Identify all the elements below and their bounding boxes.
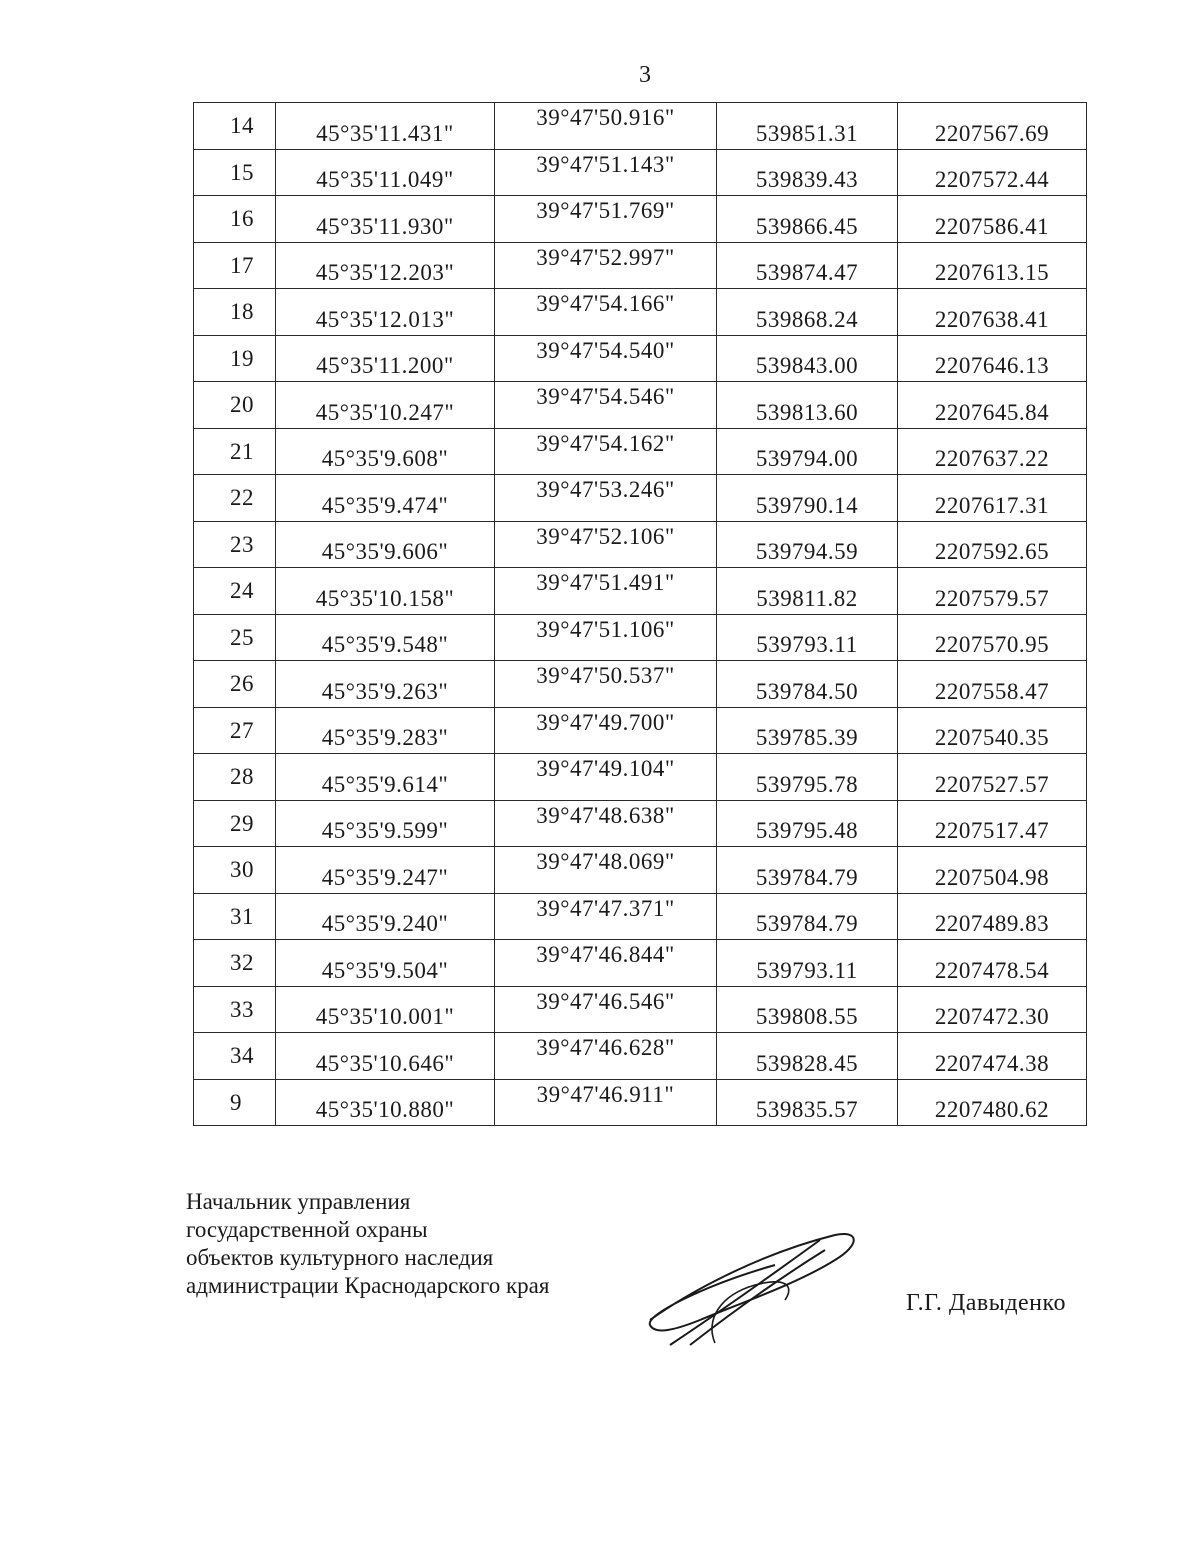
- y-coordinate-cell: 2207617.31: [898, 475, 1087, 522]
- latitude-cell: 45°35'11.930": [276, 196, 495, 243]
- point-number-cell: 14: [194, 103, 276, 150]
- table-row: [194, 289, 1087, 336]
- latitude-cell: 45°35'10.001": [276, 986, 495, 1033]
- y-coordinate-cell: 2207646.13: [898, 335, 1087, 382]
- x-coordinate-cell: 539794.00: [717, 428, 898, 475]
- y-coordinate-cell: 2207504.98: [898, 847, 1087, 894]
- point-number-cell: 19: [194, 335, 276, 382]
- x-coordinate-cell: 539874.47: [717, 242, 898, 289]
- y-coordinate-cell: 2207570.95: [898, 614, 1087, 661]
- latitude-cell: 45°35'11.431": [276, 103, 495, 150]
- y-coordinate-cell: 2207558.47: [898, 661, 1087, 708]
- table-row: [194, 382, 1087, 429]
- table-row: [194, 1033, 1087, 1080]
- x-coordinate-cell: 539790.14: [717, 475, 898, 522]
- point-number-cell: 9: [194, 1079, 276, 1126]
- y-coordinate-cell: 2207586.41: [898, 196, 1087, 243]
- longitude-cell: 39°47'50.916": [495, 103, 717, 150]
- position-line: администрации Краснодарского края: [186, 1273, 550, 1298]
- latitude-cell: 45°35'11.049": [276, 149, 495, 196]
- x-coordinate-cell: 539794.59: [717, 521, 898, 568]
- y-coordinate-cell: 2207637.22: [898, 428, 1087, 475]
- point-number-cell: 28: [194, 754, 276, 801]
- table-row: [194, 707, 1087, 754]
- longitude-cell: 39°47'46.546": [495, 986, 717, 1033]
- signer-name: Г.Г. Давыденко: [906, 1290, 1066, 1316]
- longitude-cell: 39°47'53.246": [495, 475, 717, 522]
- latitude-cell: 45°35'10.158": [276, 568, 495, 615]
- longitude-cell: 39°47'52.106": [495, 521, 717, 568]
- longitude-cell: 39°47'49.700": [495, 707, 717, 754]
- latitude-cell: 45°35'12.013": [276, 289, 495, 336]
- latitude-cell: 45°35'9.283": [276, 707, 495, 754]
- table-row: [194, 335, 1087, 382]
- y-coordinate-cell: 2207645.84: [898, 382, 1087, 429]
- y-coordinate-cell: 2207592.65: [898, 521, 1087, 568]
- table-row: [194, 1079, 1087, 1126]
- longitude-cell: 39°47'51.491": [495, 568, 717, 615]
- latitude-cell: 45°35'9.608": [276, 428, 495, 475]
- table-row: [194, 196, 1087, 243]
- latitude-cell: 45°35'9.606": [276, 521, 495, 568]
- latitude-cell: 45°35'9.263": [276, 661, 495, 708]
- y-coordinate-cell: 2207480.62: [898, 1079, 1087, 1126]
- latitude-cell: 45°35'10.247": [276, 382, 495, 429]
- longitude-cell: 39°47'54.162": [495, 428, 717, 475]
- signatory-position: [186, 1188, 549, 1300]
- point-number-cell: 30: [194, 847, 276, 894]
- point-number-cell: 25: [194, 614, 276, 661]
- coordinates-table-body: [194, 103, 1087, 1126]
- latitude-cell: 45°35'11.200": [276, 335, 495, 382]
- y-coordinate-cell: 2207478.54: [898, 940, 1087, 987]
- x-coordinate-cell: 539813.60: [717, 382, 898, 429]
- x-coordinate-cell: 539784.79: [717, 893, 898, 940]
- latitude-cell: 45°35'9.548": [276, 614, 495, 661]
- table-row: [194, 661, 1087, 708]
- x-coordinate-cell: 539793.11: [717, 614, 898, 661]
- x-coordinate-cell: 539793.11: [717, 940, 898, 987]
- y-coordinate-cell: 2207540.35: [898, 707, 1087, 754]
- x-coordinate-cell: 539795.78: [717, 754, 898, 801]
- point-number-cell: 22: [194, 475, 276, 522]
- table-row: [194, 242, 1087, 289]
- y-coordinate-cell: 2207474.38: [898, 1033, 1087, 1080]
- point-number-cell: 31: [194, 893, 276, 940]
- longitude-cell: 39°47'52.997": [495, 242, 717, 289]
- table-row: [194, 800, 1087, 847]
- x-coordinate-cell: 539828.45: [717, 1033, 898, 1080]
- x-coordinate-cell: 539784.79: [717, 847, 898, 894]
- latitude-cell: 45°35'9.599": [276, 800, 495, 847]
- table-row: [194, 103, 1087, 150]
- longitude-cell: 39°47'46.844": [495, 940, 717, 987]
- page-number: 3: [639, 62, 651, 88]
- point-number-cell: 33: [194, 986, 276, 1033]
- table-row: [194, 149, 1087, 196]
- y-coordinate-cell: 2207472.30: [898, 986, 1087, 1033]
- longitude-cell: 39°47'48.638": [495, 800, 717, 847]
- x-coordinate-cell: 539866.45: [717, 196, 898, 243]
- y-coordinate-cell: 2207489.83: [898, 893, 1087, 940]
- longitude-cell: 39°47'50.537": [495, 661, 717, 708]
- y-coordinate-cell: 2207527.57: [898, 754, 1087, 801]
- handwritten-signature: [645, 1225, 865, 1350]
- x-coordinate-cell: 539843.00: [717, 335, 898, 382]
- longitude-cell: 39°47'47.371": [495, 893, 717, 940]
- x-coordinate-cell: 539795.48: [717, 800, 898, 847]
- x-coordinate-cell: 539808.55: [717, 986, 898, 1033]
- latitude-cell: 45°35'12.203": [276, 242, 495, 289]
- point-number-cell: 16: [194, 196, 276, 243]
- x-coordinate-cell: 539835.57: [717, 1079, 898, 1126]
- point-number-cell: 32: [194, 940, 276, 987]
- x-coordinate-cell: 539811.82: [717, 568, 898, 615]
- longitude-cell: 39°47'48.069": [495, 847, 717, 894]
- latitude-cell: 45°35'9.614": [276, 754, 495, 801]
- table-row: [194, 614, 1087, 661]
- longitude-cell: 39°47'54.546": [495, 382, 717, 429]
- point-number-cell: 20: [194, 382, 276, 429]
- x-coordinate-cell: 539839.43: [717, 149, 898, 196]
- position-line: Начальник управления: [186, 1189, 411, 1214]
- y-coordinate-cell: 2207579.57: [898, 568, 1087, 615]
- coordinates-table: [193, 102, 1087, 1126]
- longitude-cell: 39°47'54.166": [495, 289, 717, 336]
- position-line: объектов культурного наследия: [186, 1245, 494, 1270]
- latitude-cell: 45°35'9.240": [276, 893, 495, 940]
- y-coordinate-cell: 2207567.69: [898, 103, 1087, 150]
- latitude-cell: 45°35'9.247": [276, 847, 495, 894]
- y-coordinate-cell: 2207572.44: [898, 149, 1087, 196]
- x-coordinate-cell: 539868.24: [717, 289, 898, 336]
- table-row: [194, 521, 1087, 568]
- point-number-cell: 24: [194, 568, 276, 615]
- table-row: [194, 940, 1087, 987]
- x-coordinate-cell: 539784.50: [717, 661, 898, 708]
- table-row: [194, 847, 1087, 894]
- point-number-cell: 34: [194, 1033, 276, 1080]
- latitude-cell: 45°35'9.504": [276, 940, 495, 987]
- x-coordinate-cell: 539851.31: [717, 103, 898, 150]
- longitude-cell: 39°47'46.911": [495, 1079, 717, 1126]
- longitude-cell: 39°47'51.143": [495, 149, 717, 196]
- longitude-cell: 39°47'51.106": [495, 614, 717, 661]
- y-coordinate-cell: 2207613.15: [898, 242, 1087, 289]
- longitude-cell: 39°47'46.628": [495, 1033, 717, 1080]
- longitude-cell: 39°47'54.540": [495, 335, 717, 382]
- table-row: [194, 475, 1087, 522]
- table-row: [194, 986, 1087, 1033]
- point-number-cell: 15: [194, 149, 276, 196]
- longitude-cell: 39°47'49.104": [495, 754, 717, 801]
- latitude-cell: 45°35'10.646": [276, 1033, 495, 1080]
- point-number-cell: 27: [194, 707, 276, 754]
- table-row: [194, 893, 1087, 940]
- table-row: [194, 428, 1087, 475]
- table-row: [194, 568, 1087, 615]
- point-number-cell: 23: [194, 521, 276, 568]
- latitude-cell: 45°35'10.880": [276, 1079, 495, 1126]
- position-line: государственной охраны: [186, 1217, 428, 1242]
- y-coordinate-cell: 2207517.47: [898, 800, 1087, 847]
- point-number-cell: 26: [194, 661, 276, 708]
- point-number-cell: 29: [194, 800, 276, 847]
- x-coordinate-cell: 539785.39: [717, 707, 898, 754]
- latitude-cell: 45°35'9.474": [276, 475, 495, 522]
- point-number-cell: 18: [194, 289, 276, 336]
- point-number-cell: 21: [194, 428, 276, 475]
- longitude-cell: 39°47'51.769": [495, 196, 717, 243]
- table-row: [194, 754, 1087, 801]
- point-number-cell: 17: [194, 242, 276, 289]
- y-coordinate-cell: 2207638.41: [898, 289, 1087, 336]
